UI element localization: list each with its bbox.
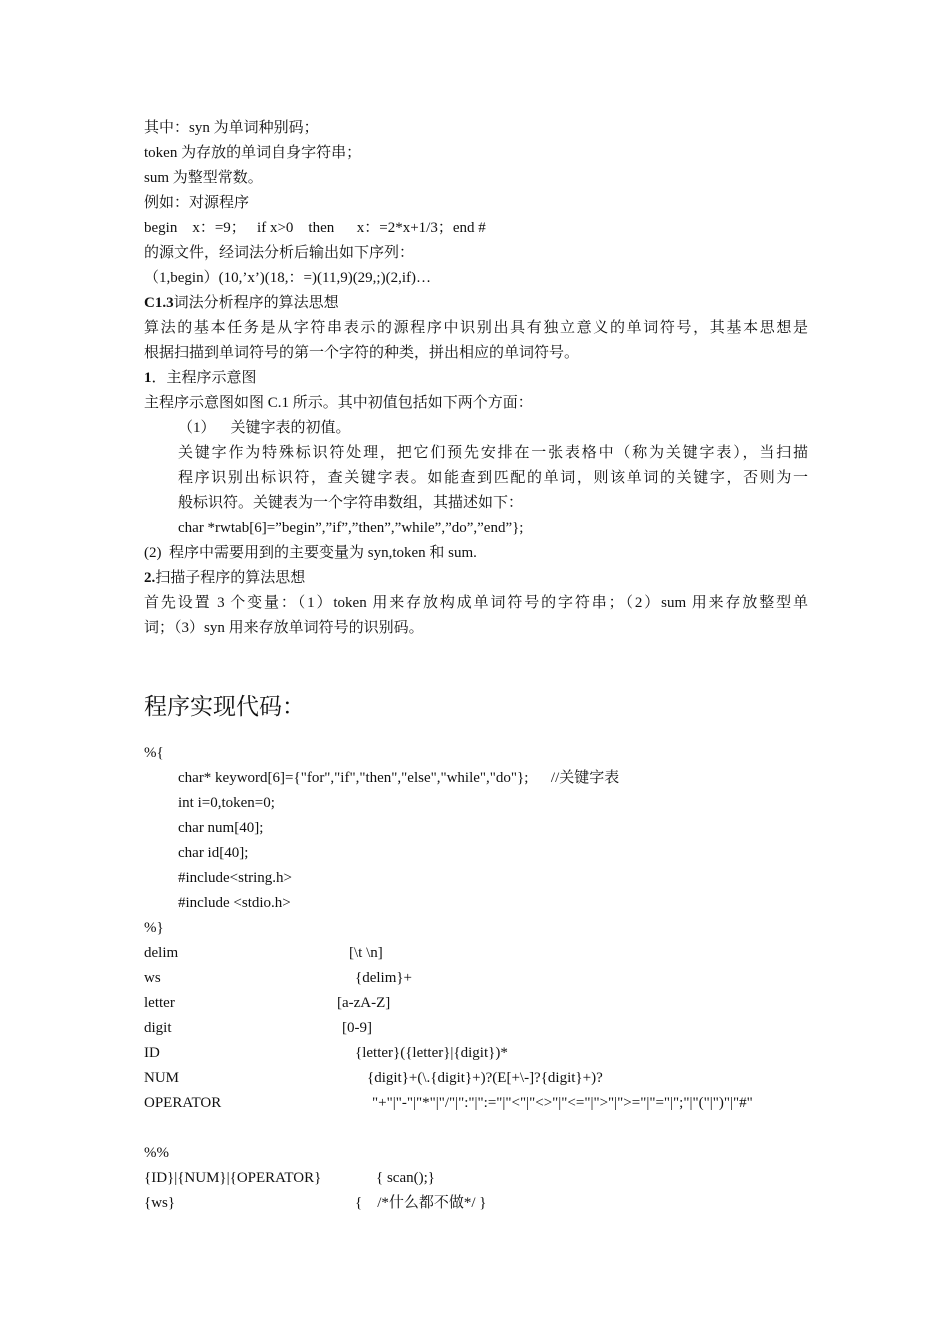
subsection-heading-1 [144,368,257,388]
intro-line-6: 的源文件，经词法分析后输出如下序列： [144,245,415,261]
def-name: NUM [144,1070,180,1086]
code-line: char num[40]; [178,820,264,836]
intro-line-1: 其中：syn 为单词种别码； [144,120,319,136]
subsection-heading-2 [144,568,305,588]
rule-pattern: {ID}|{NUM}|{OPERATOR} [144,1170,322,1186]
def-name: ws [144,970,161,986]
code-line: char* keyword[6]={"for","if","then","else","while","do"}; //关键字表 [178,770,620,786]
paragraph-line: 首先设置 3 个变量：（1）token 用来存放构成单词符号的字符串；（2）sum 用来存放整型单 [144,595,808,611]
lex-open: %{ [144,745,164,761]
def-name: ID [144,1045,160,1061]
def-pattern: {letter}({letter}|{digit})* [355,1045,508,1061]
code-line: char *rwtab[6]=”begin”,”if”,”then”,”while”,”do”,”end”}; [178,520,524,536]
subsection-title: 扫描子程序的算法思想 [155,570,306,586]
intro-line-2: token 为存放的单词自身字符串； [144,145,362,161]
def-name: delim [144,945,179,961]
code-line: #include<string.h> [178,870,292,886]
list-item-2: (2) 程序中需要用到的主要变量为 syn,token 和 sum. [144,545,477,561]
section-number: C1.3 [144,295,174,311]
list-item-1: （1） 关键字表的初值。 [178,420,351,436]
def-name: digit [144,1020,172,1036]
paragraph-line: 词；（3）syn 用来存放单词符号的识别码。 [144,620,424,636]
section-title: 词法分析程序的算法思想 [173,295,339,311]
rule-pattern: {ws} [144,1195,176,1211]
def-pattern: [a-zA-Z] [337,995,391,1011]
section-heading-c13 [144,293,339,313]
def-pattern: [0-9] [342,1020,372,1036]
code-line: #include <stdio.h> [178,895,291,911]
rule-action: { scan();} [376,1170,435,1186]
lex-close: %} [144,920,164,936]
rules-separator: %% [144,1145,169,1161]
def-pattern: {digit}+(\.{digit}+)?(E[+\-]?{digit}+)? [367,1070,603,1086]
intro-line-4: 例如：对源程序 [144,195,250,211]
source-example: begin x：=9； if x>0 then x：=2*x+1/3；end # [144,220,486,236]
def-name: letter [144,995,175,1011]
paragraph-line: 程序识别出标识符，查关键字表。如能查到匹配的单词，则该单词的关键字，否则为一 [178,470,808,486]
paragraph-line: 算法的基本任务是从字符串表示的源程序中识别出具有独立意义的单词符号，其基本思想是 [144,320,808,336]
subsection-title: ．主程序示意图 [151,370,257,386]
code-line: char id[40]; [178,845,249,861]
def-name: OPERATOR [144,1095,222,1111]
paragraph-line: 主程序示意图如图 C.1 所示。其中初值包括如下两个方面： [144,395,533,411]
subsection-number: 2. [144,570,156,586]
paragraph-line: 关键字作为特殊标识符处理，把它们预先安排在一张表格中（称为关键字表），当扫描 [178,445,808,461]
token-sequence: （1,begin）(10,’x’)(18,：=)(11,9)(29,;)(2,if)… [144,270,431,286]
paragraph-line: 般标识符。关键表为一个字符串数组，其描述如下： [178,495,524,511]
intro-line-3: sum 为整型常数。 [144,170,263,186]
subsection-number: 1 [144,370,152,386]
rule-action: { /*什么都不做*/ } [355,1195,487,1211]
def-pattern: "+"|"-"|"*"|"/"|":"|":="|"<"|"<>"|"<="|">"|">="|"="|";"|"("|")"|"#" [372,1095,753,1111]
def-pattern: {delim}+ [355,970,413,986]
def-pattern: [\t \n] [349,945,383,961]
paragraph-line: 根据扫描到单词符号的第一个字符的种类，拼出相应的单词符号。 [144,345,580,361]
code-line: int i=0,token=0; [178,795,275,811]
code-heading: 程序实现代码： [144,694,305,719]
